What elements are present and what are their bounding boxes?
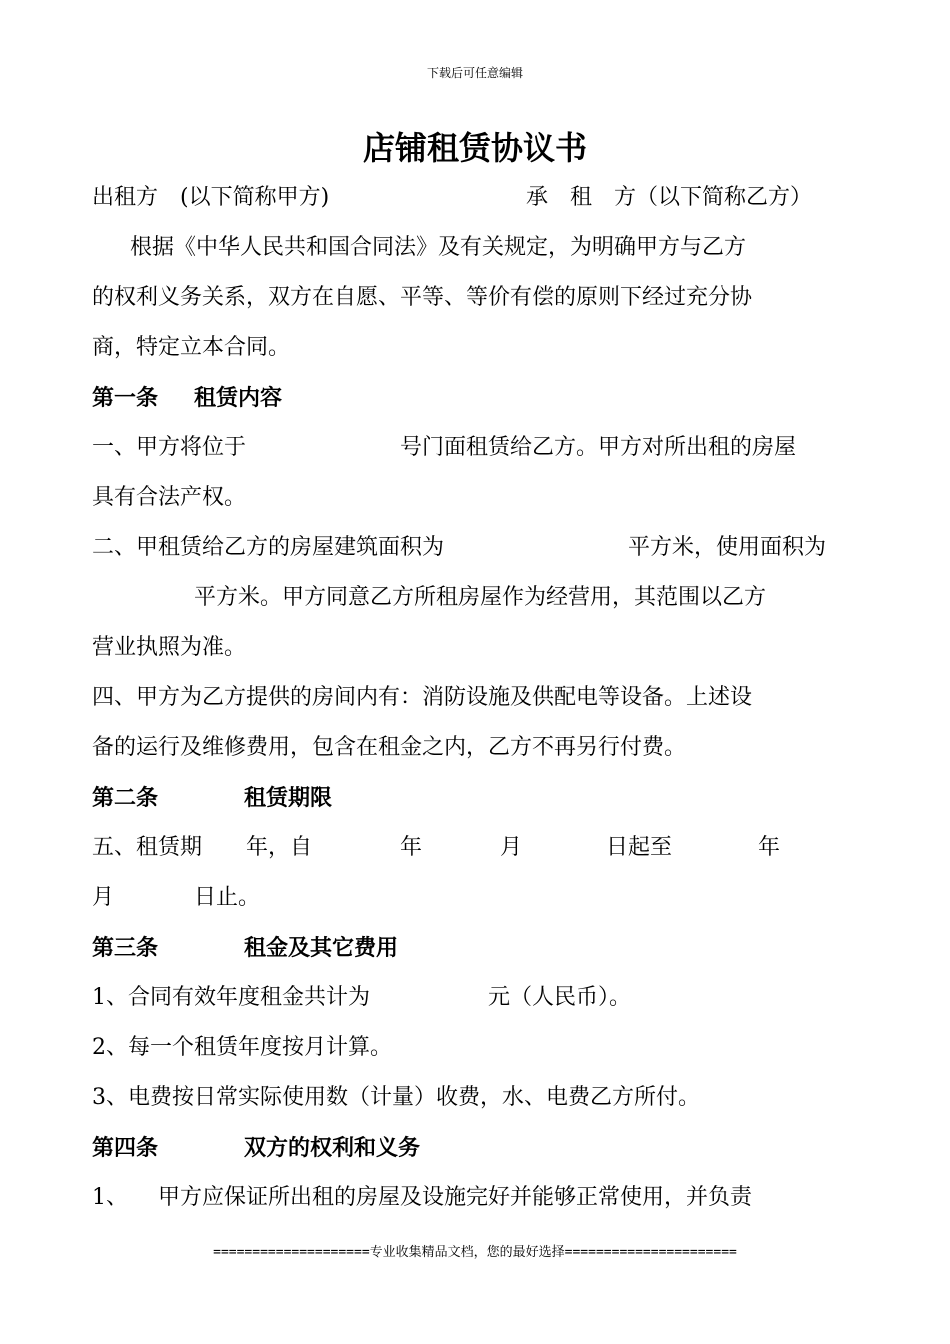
article1-item2-cont: 平方米。甲方同意乙方所租房屋作为经营用，其范围以乙方 — [194, 585, 767, 610]
article3-title: 租金及其它费用 — [244, 935, 399, 961]
lessor-label: 出租方 (以下简称甲方) — [92, 185, 330, 210]
article2-title: 租赁期限 — [244, 785, 333, 811]
header-note: 下载后可任意编辑 — [426, 66, 523, 80]
intro-line-3: 商，特定立本合同。 — [92, 335, 291, 360]
article2-item5-h: 日止。 — [194, 885, 261, 910]
article4-item1-text: 甲方应保证所出租的房屋及设施完好并能够正常使用，并负责 — [158, 1185, 753, 1210]
document-title: 店铺租赁协议书 — [362, 129, 587, 167]
intro-line-1: 根据《中华人民共和国合同法》及有关规定，为明确甲方与乙方 — [130, 235, 747, 260]
article1-item4-line2: 备的运行及维修费用，包含在租金之内，乙方不再另行付费。 — [92, 735, 687, 760]
article2-item5-e: 日起至 — [606, 835, 673, 860]
article2-item5-a: 五、租赁期 — [92, 835, 203, 860]
article1-number: 第一条 — [92, 385, 159, 411]
article4-title: 双方的权利和义务 — [244, 1135, 421, 1161]
article2-item5-g: 月 — [92, 885, 115, 910]
article1-item2-end: 营业执照为准。 — [92, 635, 247, 660]
article3-item1-start: 1、合同有效年度租金共计为 — [92, 985, 370, 1010]
article1-item2-mid: 平方米，使用面积为 — [628, 535, 827, 560]
article1-title: 租赁内容 — [194, 385, 283, 411]
article1-item1-start: 一、甲方将位于 — [92, 435, 247, 460]
article2-item5-f: 年 — [758, 835, 781, 860]
article1-item4-line1: 四、甲方为乙方提供的房间内有：消防设施及供配电等设备。上述设 — [92, 685, 753, 710]
article2-item5-d: 月 — [500, 835, 523, 860]
article3-item2: 2、每一个租赁年度按月计算。 — [92, 1035, 392, 1060]
intro-line-2: 的权利义务关系，双方在自愿、平等、等价有偿的原则下经过充分协 — [92, 285, 753, 310]
article3-item3: 3、电费按日常实际使用数（计量）收费，水、电费乙方所付。 — [92, 1085, 700, 1110]
article2-item5-b: 年，自 — [246, 835, 313, 860]
article1-item1-cont: 具有合法产权。 — [92, 485, 247, 510]
article3-item1-end: 元（人民币）。 — [488, 985, 632, 1010]
article4-item1-number: 1、 — [92, 1185, 128, 1210]
article2-item5-c: 年 — [400, 835, 423, 860]
article1-item1-end: 号门面租赁给乙方。甲方对所出租的房屋 — [400, 435, 797, 460]
page-footer: ====================专业收集精品文档，您的最好选择====================== — [213, 1245, 737, 1260]
article2-number: 第二条 — [92, 785, 159, 811]
article4-number: 第四条 — [92, 1135, 159, 1161]
article3-number: 第三条 — [92, 935, 159, 961]
article1-item2-start: 二、甲租赁给乙方的房屋建筑面积为 — [92, 535, 445, 560]
lessee-label: 承 租 方（以下简称乙方） — [526, 185, 813, 210]
